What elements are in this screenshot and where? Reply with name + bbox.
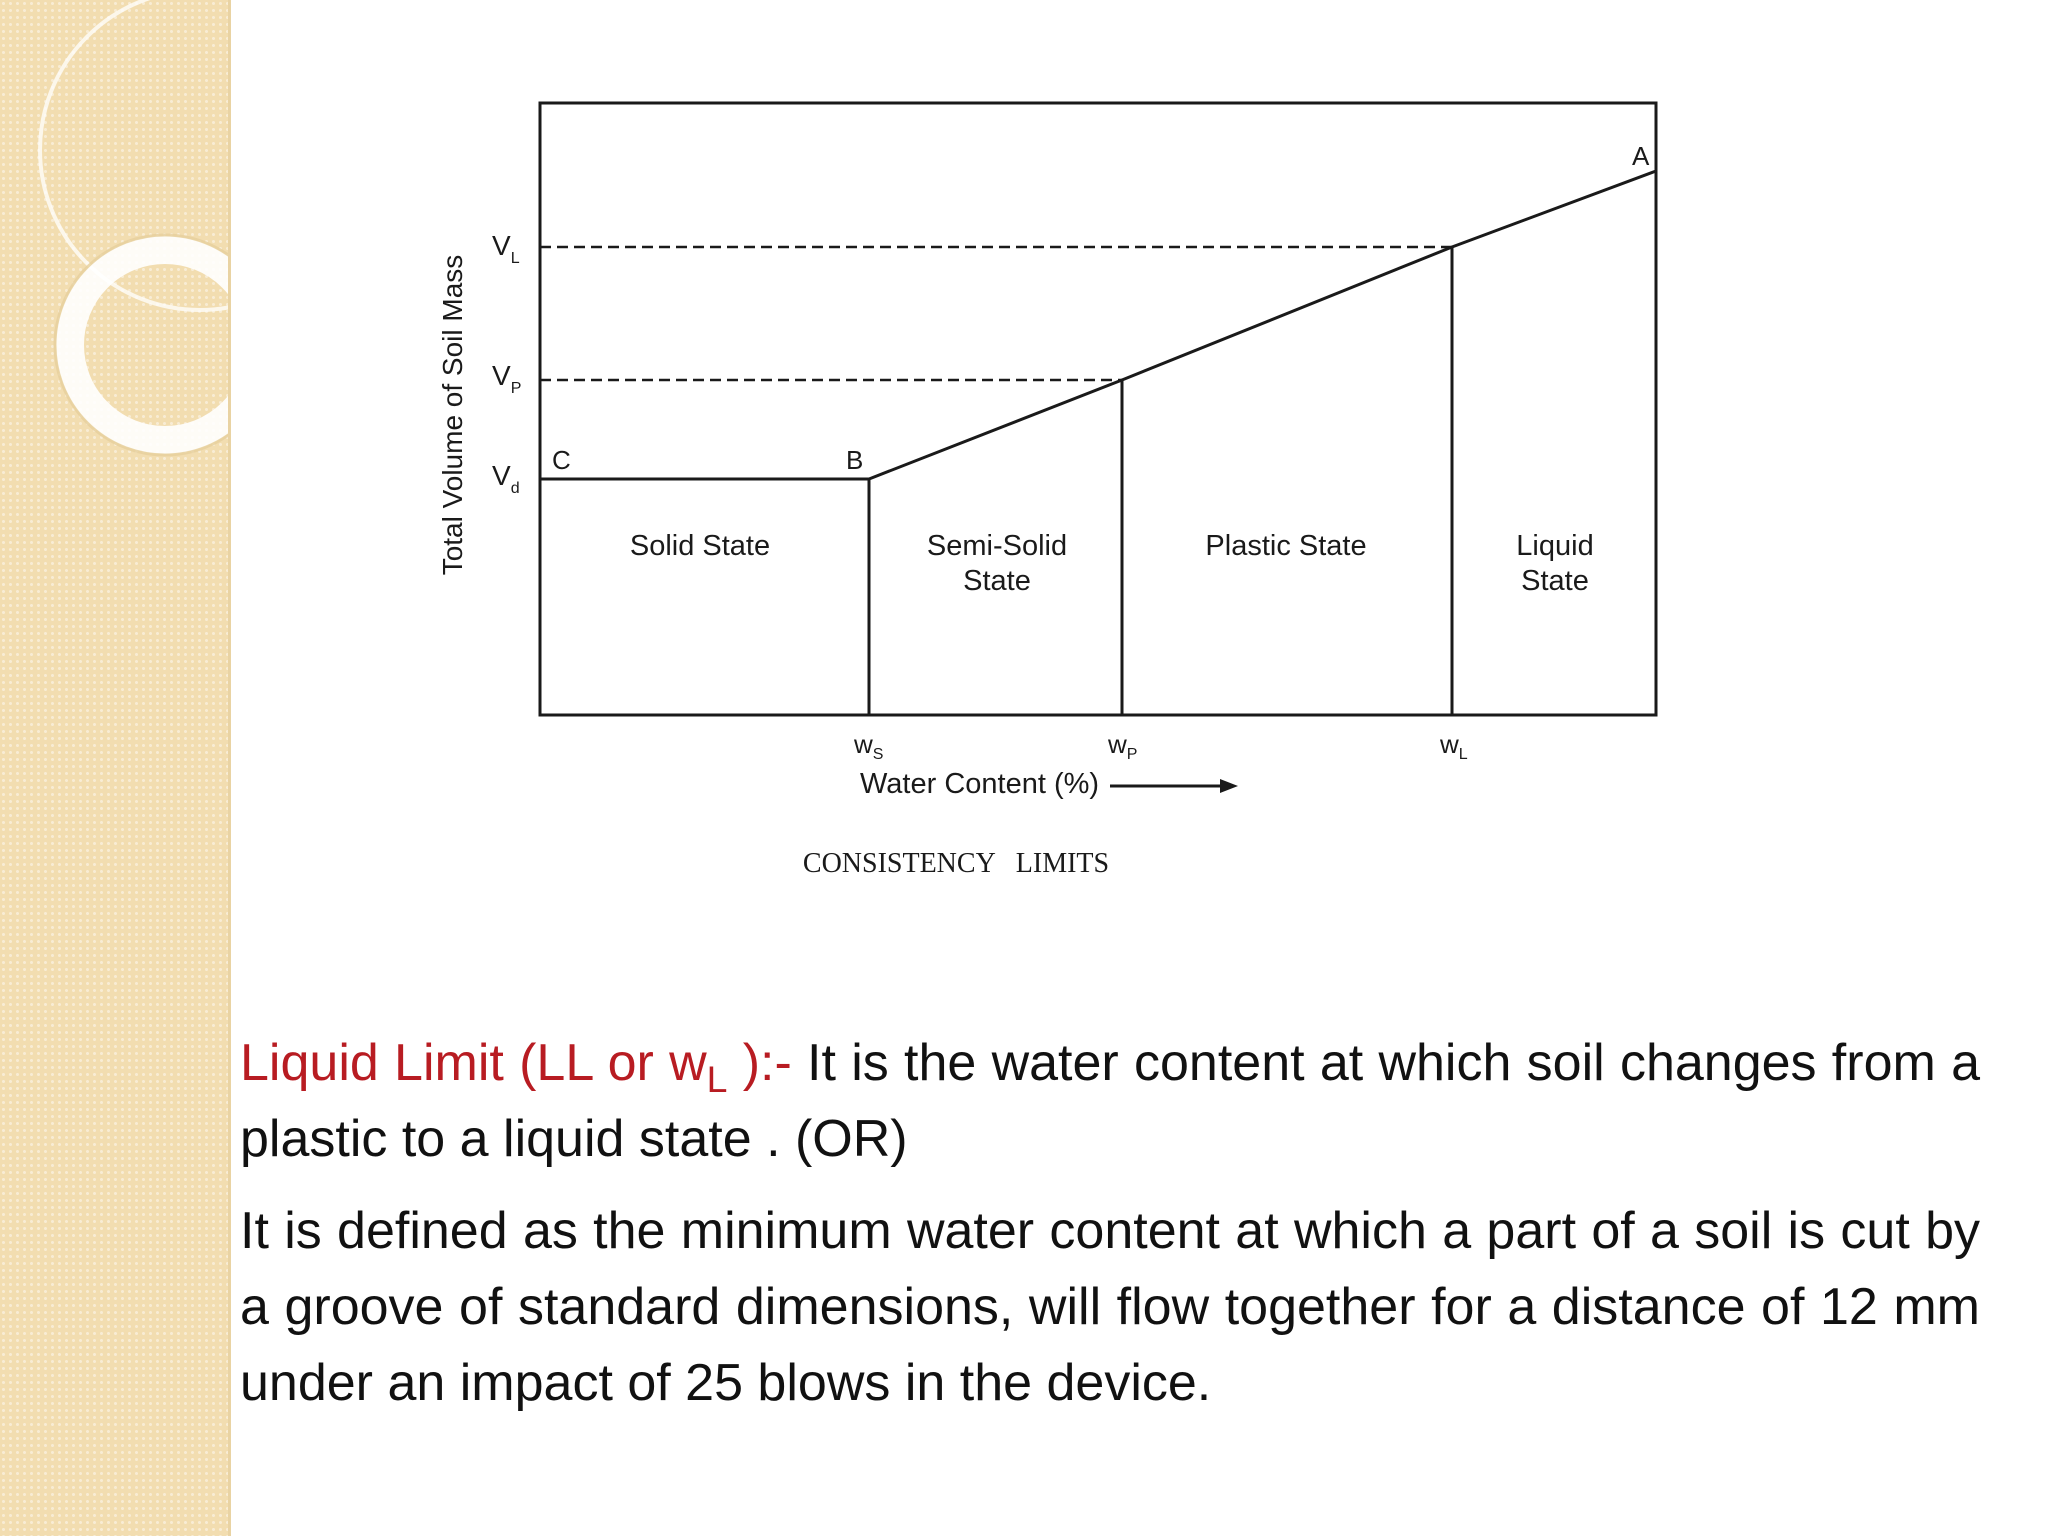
solid-state-label: Solid State <box>629 530 771 562</box>
plastic-state-label: Plastic State <box>1205 530 1367 562</box>
liquid-limit-definition <box>240 1025 1980 1177</box>
semi-solid-state-label: Semi-Solid State <box>926 530 1068 597</box>
vp-tick-label: $V_P$ <box>492 360 522 397</box>
vd-tick-label: $V_d$ <box>492 460 520 497</box>
point-c-label: C <box>552 445 571 475</box>
decorative-rings <box>0 0 228 500</box>
diagram-frame <box>540 103 1656 715</box>
vl-tick-label: $V_L$ <box>492 230 520 267</box>
volume-curve <box>540 171 1656 479</box>
diagram-caption: CONSISTENCY LIMITS <box>802 848 1110 879</box>
wp-tick-label: $w_P$ <box>1108 729 1138 763</box>
liquid-limit-term: Liquid Limit (LL or $w_L$ ):- <box>240 1034 792 1100</box>
x-axis-label: Water Content (%) <box>860 768 1100 800</box>
consistency-limits-diagram <box>400 85 1700 910</box>
thick-ring <box>70 250 228 440</box>
side-decoration-panel <box>0 0 231 1536</box>
y-axis-label: Total Volume of Soil Mass <box>437 254 468 576</box>
definition-2-text: It is defined as the minimum water content at which a part of a soil is cut by a groove of standard dimensions, will flow together for a distance of 12 mm under an impact of 25 blows in the device. <box>240 1202 1980 1412</box>
wl-tick-label: $w_L$ <box>1440 729 1468 763</box>
definition-text-block <box>240 1025 1980 1421</box>
point-b-label: B <box>846 445 864 475</box>
liquid-state-label: Liquid State <box>1516 530 1594 597</box>
point-a-label: A <box>1632 141 1650 171</box>
definition-1-text: It is the water content at which soil changes from a plastic to a liquid state . (OR) <box>240 1034 1980 1168</box>
x-axis-arrow-head <box>1220 779 1238 793</box>
ws-tick-label: $w_S$ <box>854 729 884 763</box>
